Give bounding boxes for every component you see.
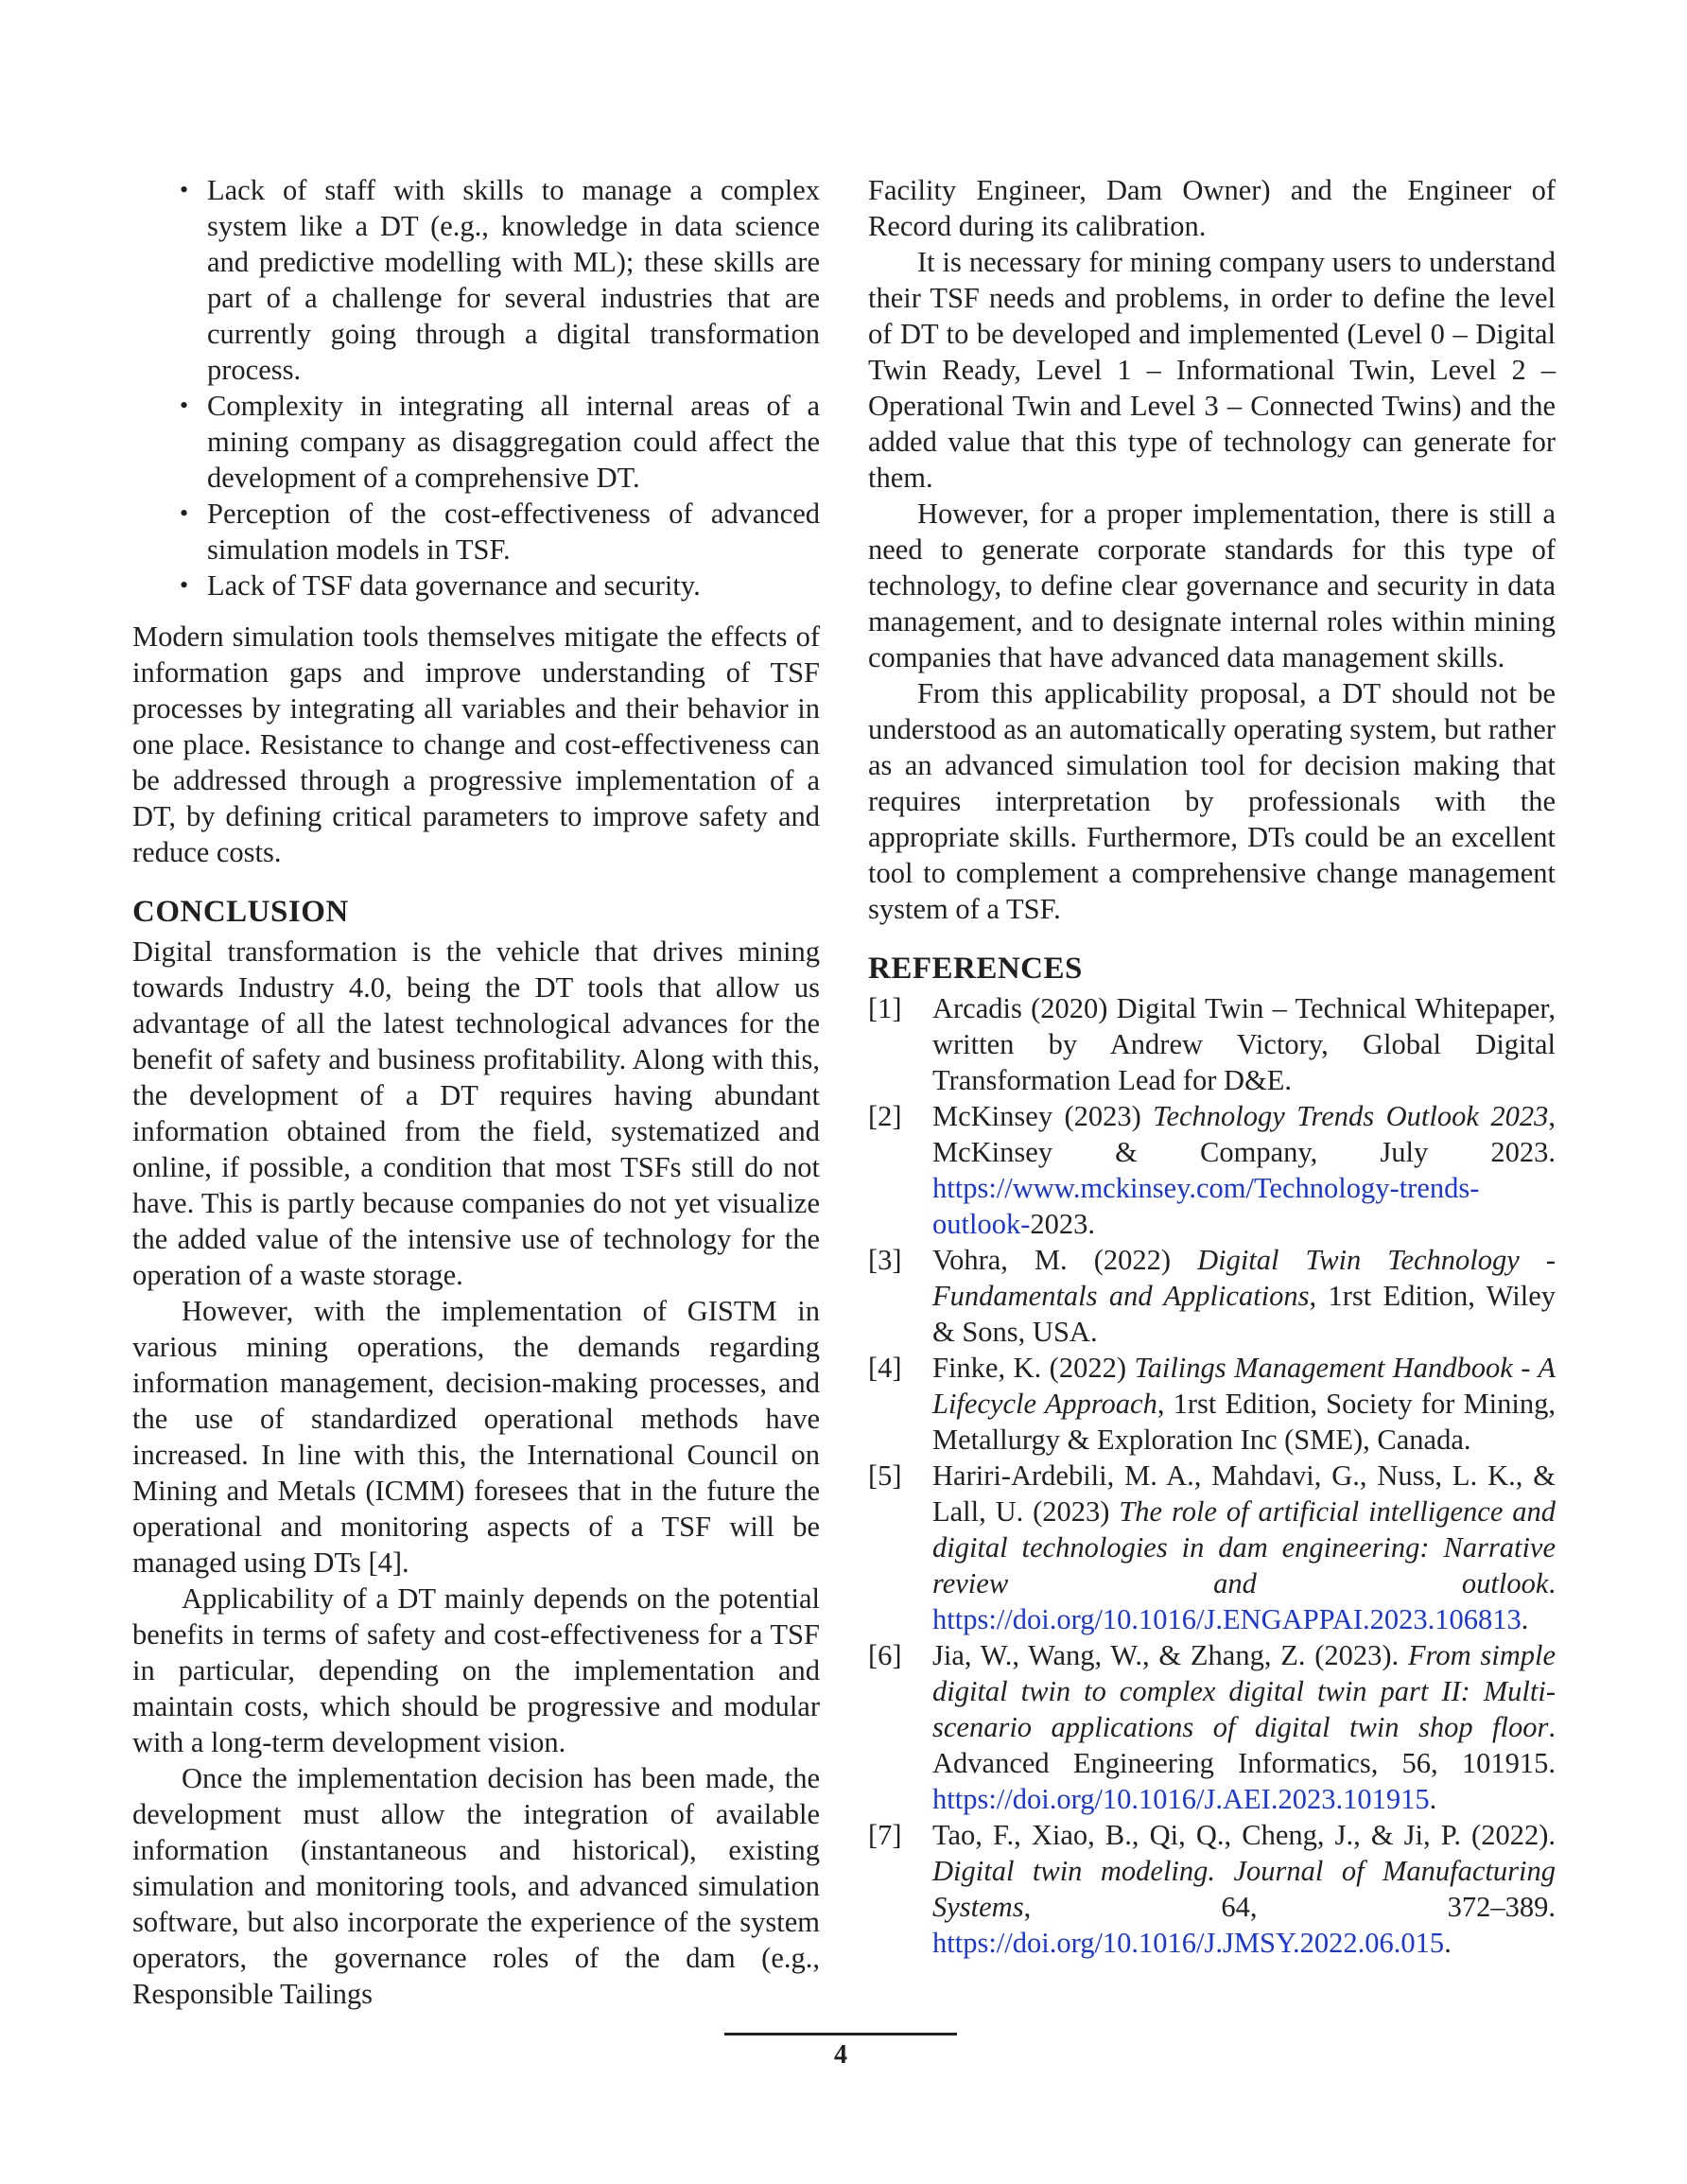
reference-link[interactable]: https://doi.org/10.1016/J.ENGAPPAI.2023.106813 bbox=[932, 1603, 1522, 1635]
reference-item bbox=[868, 990, 1556, 1098]
reference-item bbox=[868, 1350, 1556, 1458]
challenge-bullet-list bbox=[132, 172, 820, 603]
reference-text: Arcadis (2020) Digital Twin – Technical Whitepaper, written by Andrew Victory, Global Digital Transformation Lead for D&E. bbox=[932, 992, 1556, 1096]
reference-text: McKinsey (2023) Technology Trends Outlook 2023, McKinsey & Company, July 2023. https://www.mckinsey.com/Technology-trends-outlook-2023. bbox=[932, 1100, 1556, 1240]
left-column bbox=[132, 172, 820, 2012]
reference-text: Jia, W., Wang, W., & Zhang, Z. (2023). From simple digital twin to complex digital twin part II: Multi-scenario applications of digital twin shop floor. Advanced Engineering Informatics, 56, 101915. https://doi.org/10.1016/J.AEI.2023.101915. bbox=[932, 1639, 1556, 1815]
bullet-item: • Perception of the cost-effectiveness of advanced simulation models in TSF. bbox=[180, 498, 820, 566]
bullet-icon: • bbox=[180, 571, 189, 599]
bullet-item: • Lack of TSF data governance and security. bbox=[180, 569, 701, 602]
conclusion-heading: CONCLUSION bbox=[132, 895, 349, 929]
body-paragraph: Once the implementation decision has been made, the development must allow the integration of available information (instantaneous and historical), existing simulation and monitoring tools, and advanced simulation software, but also incorporate the experience of the system operators, the governance roles of the dam (e.g., Responsible Tailings bbox=[132, 1762, 820, 2010]
body-paragraph: However, for a proper implementation, there is still a need to generate corporate standards for this type of technology, to define clear governance and security in data management, and to designate internal roles within mining companies that have advanced data management skills. bbox=[868, 498, 1556, 673]
reference-item bbox=[868, 1458, 1556, 1637]
bullet-icon: • bbox=[180, 176, 189, 203]
reference-number: [1] bbox=[868, 992, 902, 1024]
reference-item bbox=[868, 1242, 1556, 1350]
body-paragraph: Facility Engineer, Dam Owner) and the Engineer of Record during its calibration. bbox=[868, 174, 1556, 242]
bullet-icon: • bbox=[180, 392, 189, 419]
reference-item bbox=[868, 1637, 1556, 1817]
reference-number: [5] bbox=[868, 1459, 902, 1492]
body-paragraph: From this applicability proposal, a DT should not be understood as an automatically operating system, but rather as an advanced simulation tool for decision making that requires interpretation by professionals with the appropriate skills. Furthermore, DTs could be an excellent tool to complement a comprehensive change management system of a TSF. bbox=[868, 677, 1556, 925]
reference-text: Finke, K. (2022) Tailings Management Handbook - A Lifecycle Approach, 1rst Edition, Society for Mining, Metallurgy & Exploration Inc (SME), Canada. bbox=[932, 1352, 1556, 1456]
reference-link[interactable]: https://www.mckinsey.com/Technology-trends-outlook- bbox=[932, 1172, 1480, 1240]
reference-link[interactable]: https://doi.org/10.1016/J.JMSY.2022.06.015 bbox=[932, 1927, 1445, 1959]
reference-item bbox=[868, 1098, 1556, 1242]
reference-text: Tao, F., Xiao, B., Qi, Q., Cheng, J., & Ji, P. (2022). Digital twin modeling. Journal of Manufacturing Systems, 64, 372–389. https://doi.org/10.1016/J.JMSY.2022.06.015. bbox=[932, 1819, 1556, 1959]
body-paragraph: Applicability of a DT mainly depends on the potential benefits in terms of safety and cost-effectiveness for a TSF in particular, depending on the implementation and maintain costs, which should be progressive and modular with a long-term development vision. bbox=[132, 1582, 820, 1758]
footer-rule bbox=[724, 2033, 957, 2035]
page-number: 4 bbox=[834, 2040, 847, 2070]
reference-number: [3] bbox=[868, 1244, 902, 1276]
reference-list bbox=[868, 990, 1556, 1961]
reference-number: [6] bbox=[868, 1639, 902, 1671]
right-column bbox=[868, 172, 1556, 1961]
reference-number: [2] bbox=[868, 1100, 902, 1132]
reference-item bbox=[868, 1817, 1556, 1961]
bullet-icon: • bbox=[180, 499, 189, 527]
bullet-item: • Complexity in integrating all internal areas of a mining company as disaggregation could affect the development of a comprehensive DT. bbox=[180, 390, 820, 494]
body-paragraph: Digital transformation is the vehicle that drives mining towards Industry 4.0, being the DT tools that allow us advantage of all the latest technological advances for the benefit of safety and business profitability. Along with this, the development of a DT requires having abundant information obtained from the field, systematized and online, if possible, a condition that most TSFs still do not have. This is partly because companies do not yet visualize the added value of the intensive use of technology for the operation of a waste storage. bbox=[132, 935, 820, 1291]
body-paragraph: Modern simulation tools themselves mitigate the effects of information gaps and improve understanding of TSF processes by integrating all variables and their behavior in one place. Resistance to change and cost-effectiveness can be addressed through a progressive implementation of a DT, by defining critical parameters to improve safety and reduce costs. bbox=[132, 620, 820, 868]
reference-link[interactable]: https://doi.org/10.1016/J.AEI.2023.101915 bbox=[932, 1783, 1430, 1815]
reference-text: Hariri-Ardebili, M. A., Mahdavi, G., Nuss, L. K., & Lall, U. (2023) The role of artificial intelligence and digital technologies in dam engineering: Narrative review and outlook. https://doi.org/10.1016/J.ENGAPPAI.2023.106813. bbox=[932, 1459, 1556, 1635]
references-heading: REFERENCES bbox=[868, 952, 1083, 986]
bullet-item: • Lack of staff with skills to manage a complex system like a DT (e.g., knowledge in data science and predictive modelling with ML); these skills are part of a challenge for several industries that are currently going through a digital transformation process. bbox=[180, 174, 820, 386]
body-paragraph: However, with the implementation of GISTM in various mining operations, the demands regarding information management, decision-making processes, and the use of standardized operational methods have increased. In line with this, the International Council on Mining and Metals (ICMM) foresees that in the future the operational and monitoring aspects of a TSF will be managed using DTs [4]. bbox=[132, 1295, 820, 1579]
body-paragraph: It is necessary for mining company users to understand their TSF needs and problems, in order to define the level of DT to be developed and implemented (Level 0 – Digital Twin Ready, Level 1 – Informational Twin, Level 2 – Operational Twin and Level 3 – Connected Twins) and the added value that this type of technology can generate for them. bbox=[868, 246, 1556, 494]
reference-text: Vohra, M. (2022) Digital Twin Technology - Fundamentals and Applications, 1rst Edition, Wiley & Sons, USA. bbox=[932, 1244, 1556, 1348]
reference-number: [7] bbox=[868, 1819, 902, 1851]
reference-number: [4] bbox=[868, 1352, 902, 1384]
